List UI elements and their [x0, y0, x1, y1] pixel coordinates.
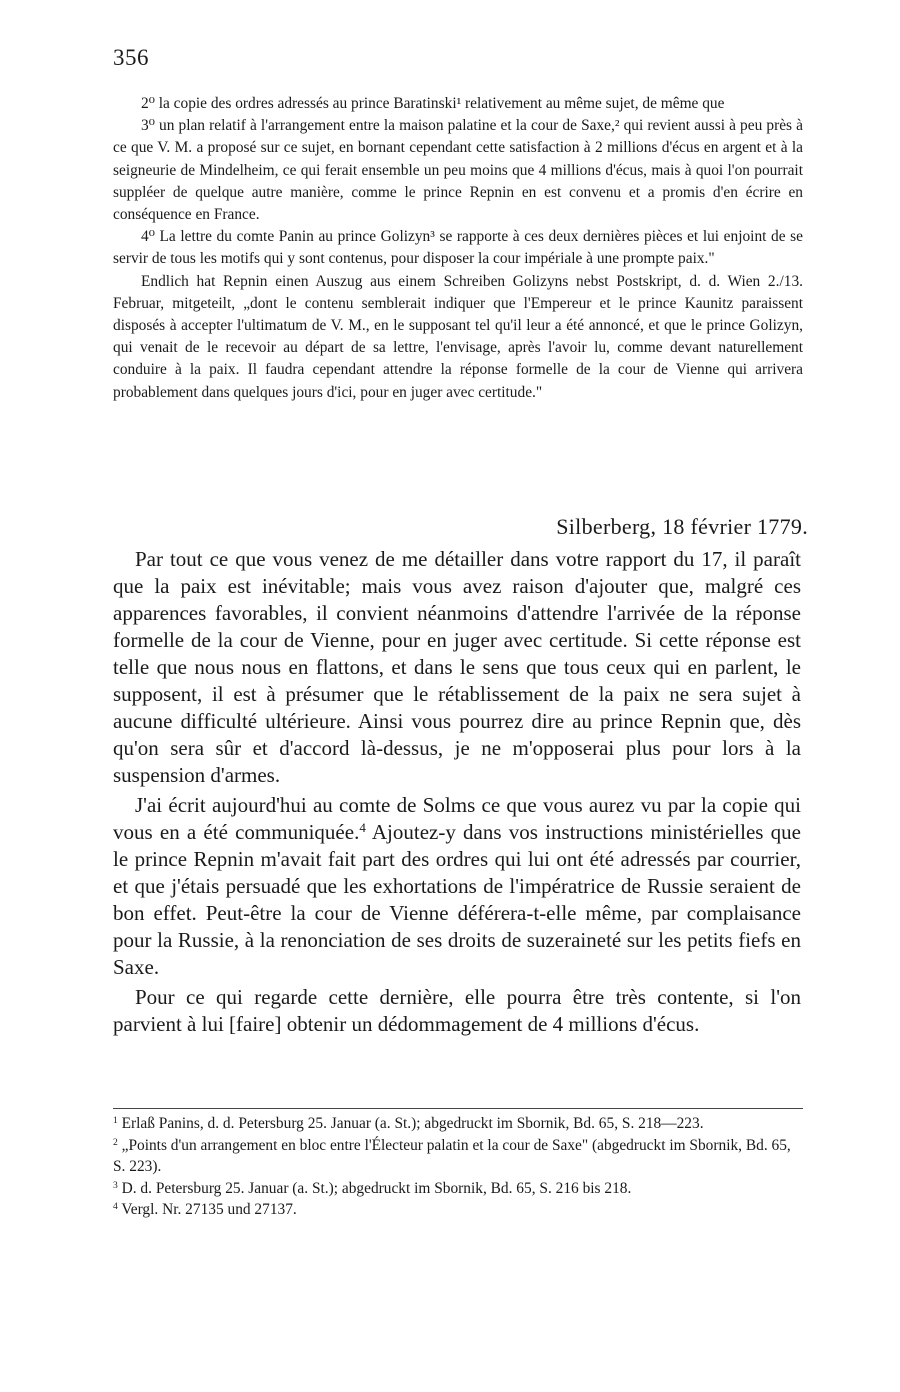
footnote — [113, 1178, 803, 1200]
letter-text: J'ai écrit aujourd'hui au comte de Solms ce que vous aurez vu par la copie qui vous en a été communiquée. — [113, 793, 801, 844]
footnote — [113, 1113, 803, 1135]
letter-paragraph: Par tout ce que vous venez de me détailler dans votre rapport du 17, il paraît que la paix est inévitable; mais vous avez raison d'ajouter que, malgré ces apparences favorables, il convient néanmoins d'attendre l'arrivée de la réponse formelle de la cour de Vienne, pour en juger avec certitude. Si cette réponse est telle que nous nous en flattons, et dans le sens que tous ceux qui en parlent, le supposent, il est à présumer que le rétablissement de la paix ne sera sujet à aucune difficulté ultérieure. Ainsi vous pourrez dire au prince Repnin que, dès qu'on sera sûr et d'accord là-dessus, je ne m'opposerai plus pour lors à la suspension d'armes. — [113, 547, 801, 787]
footnote-text: „Points d'un arrangement en bloc entre l'Électeur palatin et la cour de Saxe" (abgedruckt im Sbornik, Bd. 65, S. 223). — [113, 1136, 791, 1175]
footnote-divider — [113, 1108, 803, 1109]
letter-body — [113, 546, 801, 1041]
footnote-number: 1 — [113, 1114, 118, 1126]
item-text: un plan relatif à l'arrangement entre la maison palatine et la cour de Saxe,² qui revient aussi à peu près à ce que V. M. a proposé sur ce sujet, en bornant cependant cette satisfaction à 2 millions d'écus en argent et à la seigneurie de Mindelheim, ce qui ferait ensemble un peu moins que 4 millions d'écus, mais à quoi l'on pourrait suppléer de quelque autre manière, comme le prince Repnin en est convenu et a promis d'en écrire en conséquence en France. — [113, 117, 803, 224]
item-text: La lettre du comte Panin au prince Golizyn³ se rapporte à ces deux dernières pièces et lui enjoint de se servir de tous les motifs qui y sont contenus, pour disposer la cour impériale à une prompte paix." — [113, 228, 803, 268]
footnote-text: Vergl. Nr. 27135 und 27137. — [117, 1201, 297, 1218]
item-number: 3⁰ — [141, 117, 155, 135]
footnote-number: 2 — [113, 1136, 118, 1148]
quote-paragraph: Endlich hat Repnin einen Auszug aus einem Schreiben Golizyns nebst Postskript, d. d. Wien 2./13. Februar, mitgeteilt, „dont le contenu semblerait indiquer que l'Empereur et le prince Kaunitz paraissent disposés à accepter l'ultimatum de V. M., en le supposant tel qu'il leur a été annoncé, et que le prince Golizyn, qui venait de le recevoir au départ de sa lettre, l'envisage, après l'avoir lu, comme devant naturellement conduire à la paix. Il faudra cependant attendre la réponse formelle de la cour de Vienne qui arrivera probablement dans quelques jours d'ici, pour en juger avec certitude." — [113, 272, 803, 401]
footnote-ref: 4 — [359, 819, 366, 835]
letter-text: Ajoutez-y dans vos instructions ministérielles que le prince Repnin m'avait fait part des ordres qui lui ont été adressés par courrier, et que j'étais persuadé que les exhortations de l'impératrice de Russie seraient de bon effet. Peut-être la cour de Vienne déférera-t-elle même, par complaisance pour la Russie, à la renonciation de ses droits de suzeraineté sur les petits fiefs en Saxe. — [113, 820, 801, 979]
footnote-number: 3 — [113, 1179, 118, 1191]
item-number: 2⁰ — [141, 95, 155, 112]
page-number: 356 — [113, 45, 149, 70]
letter-paragraph — [113, 792, 801, 981]
quote-paragraph — [113, 93, 803, 115]
footnote — [113, 1199, 803, 1221]
dateline: Silberberg, 18 février 1779. — [556, 514, 808, 539]
footnotes — [113, 1113, 803, 1221]
quote-paragraph — [113, 226, 803, 270]
footnote-number: 4 — [113, 1200, 118, 1212]
footnote-text: D. d. Petersburg 25. Januar (a. St.); abgedruckt im Sbornik, Bd. 65, S. 216 bis 218. — [117, 1179, 632, 1197]
letter-paragraph: Pour ce qui regarde cette dernière, elle pourra être très contente, si l'on parvient à lui [faire] obtenir un dédommagement de 4 millions d'écus. — [113, 985, 801, 1036]
footnote — [113, 1135, 803, 1178]
footnote-text: Erlaß Panins, d. d. Petersburg 25. Januar (a. St.); abgedruckt im Sbornik, Bd. 65, S. 218—223. — [117, 1115, 704, 1132]
quote-paragraph — [113, 115, 803, 226]
item-text: la copie des ordres adressés au prince Baratinski¹ relativement au même sujet, de même que — [154, 95, 725, 112]
quoted-report-block — [113, 93, 803, 404]
item-number: 4⁰ — [141, 228, 155, 246]
